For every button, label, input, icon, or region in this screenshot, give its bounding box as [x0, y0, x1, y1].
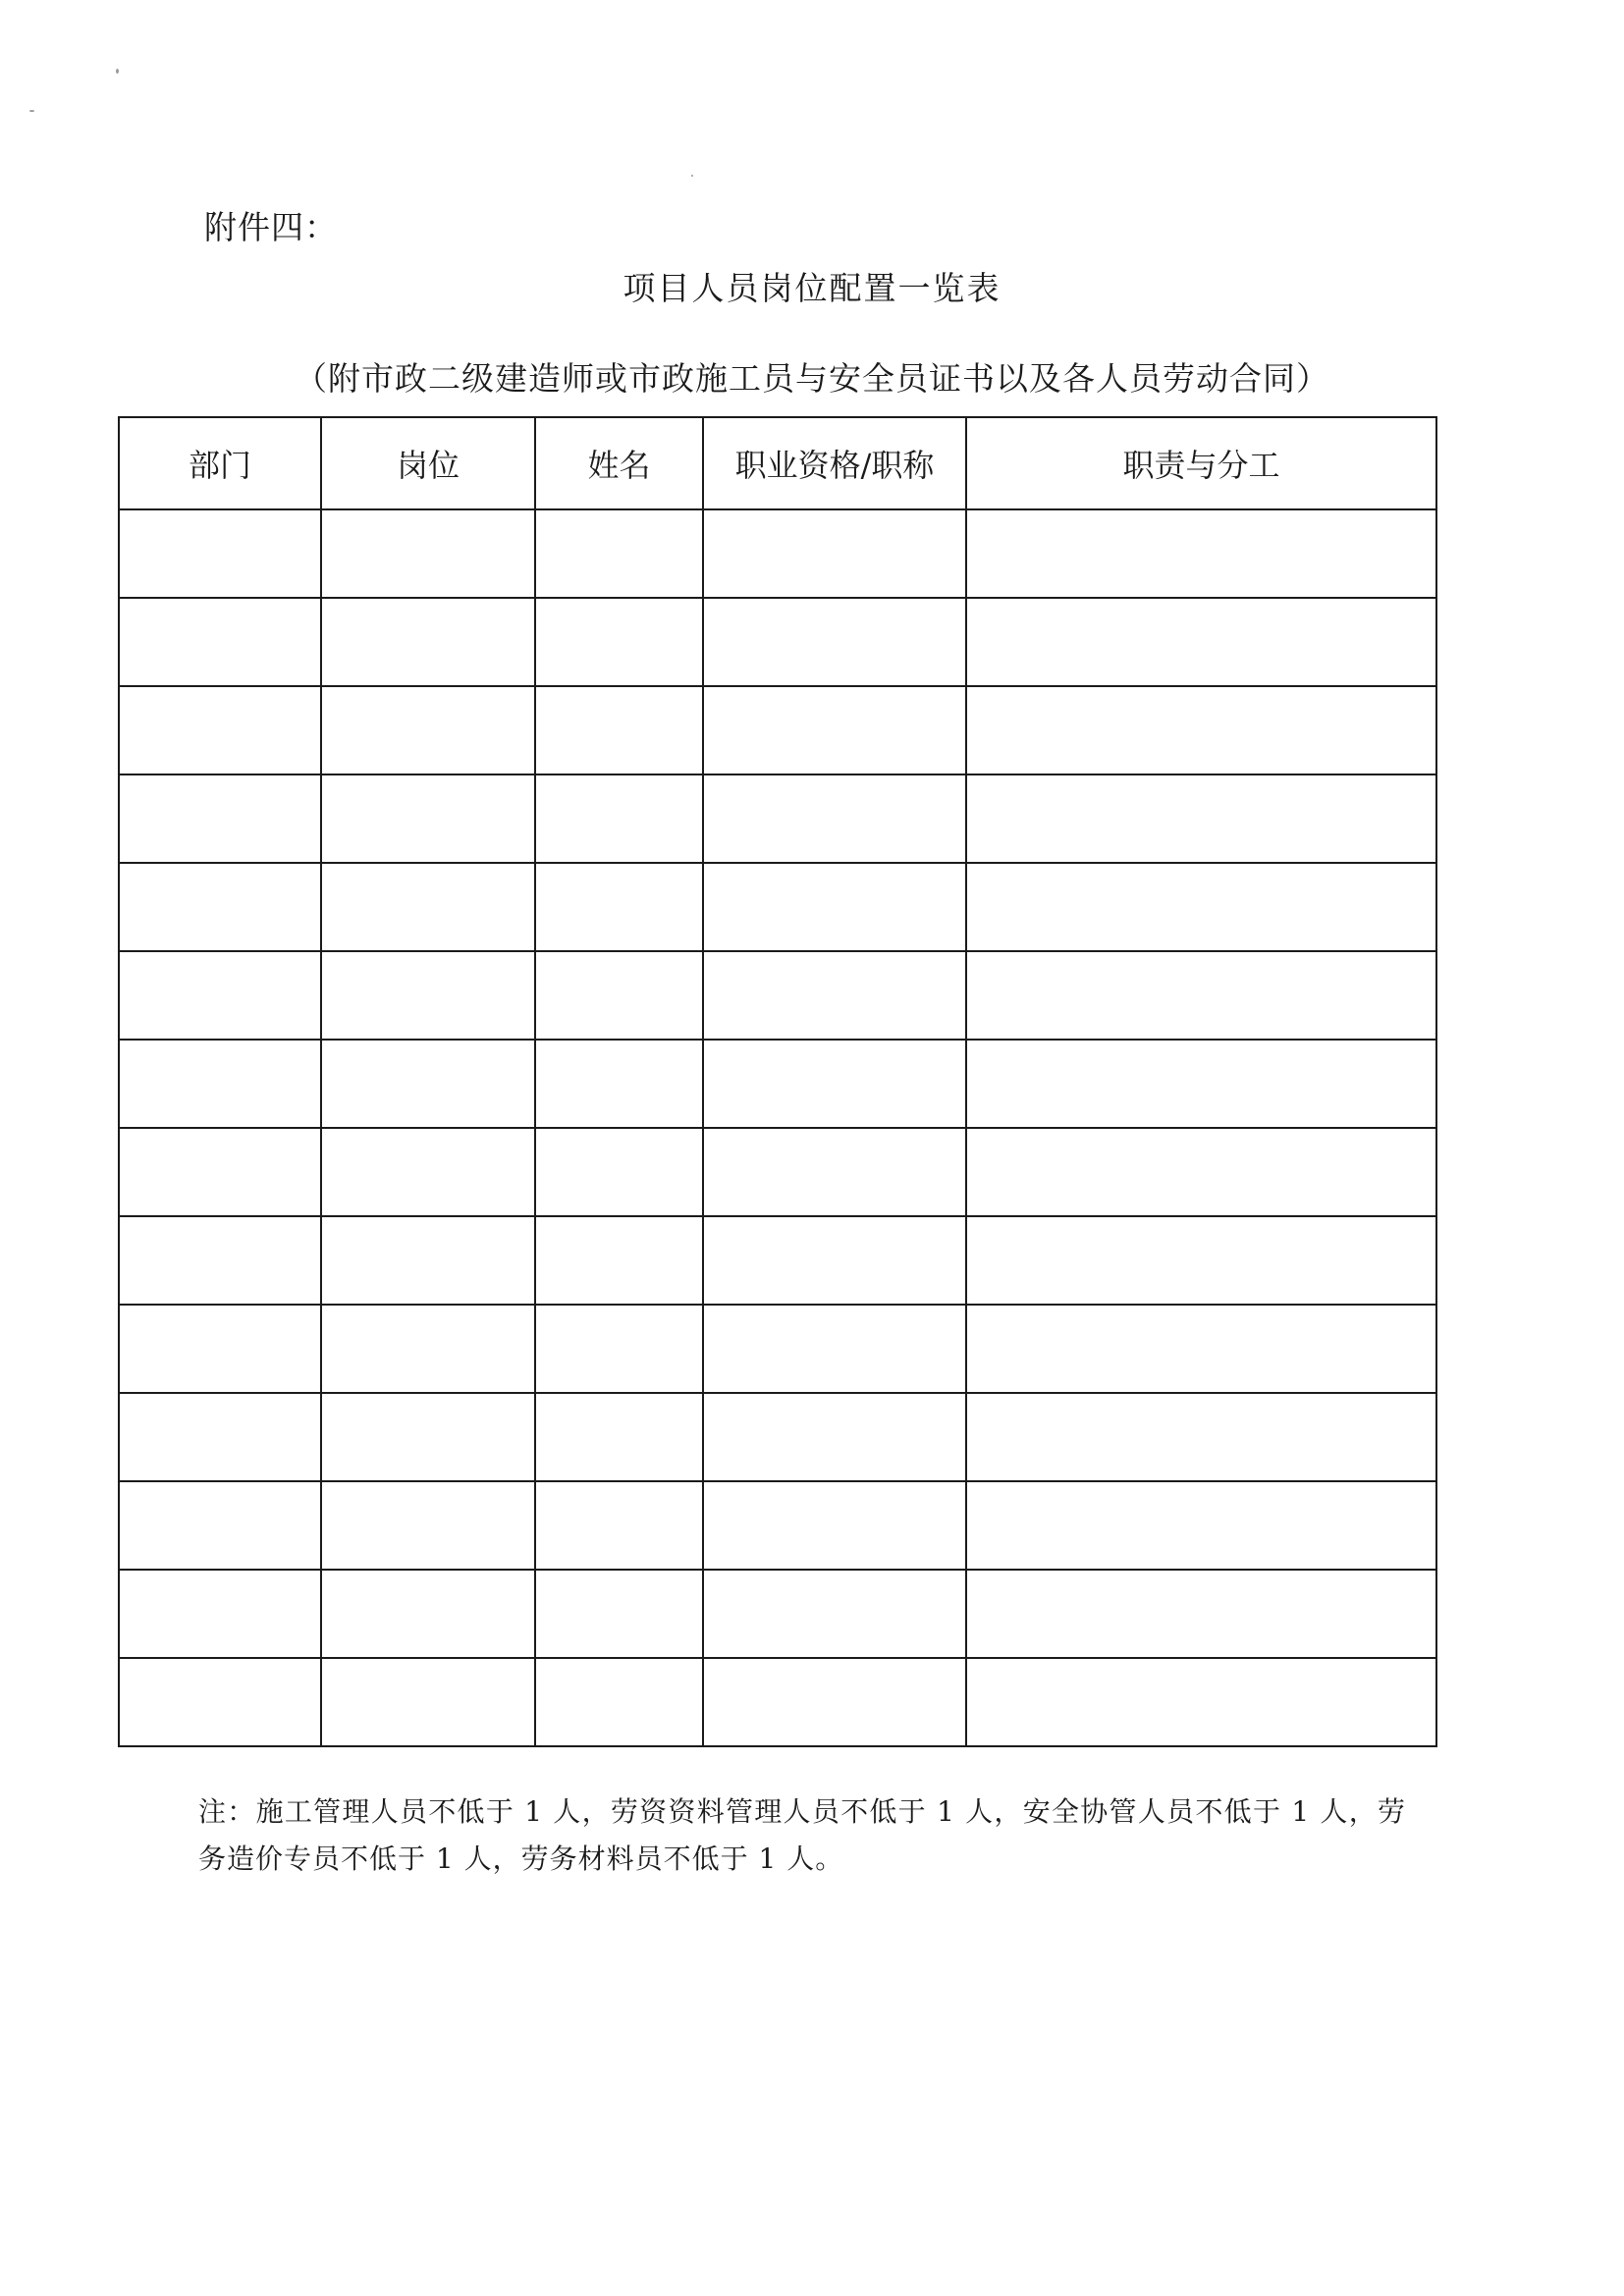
- cell-qualification: [703, 1393, 966, 1481]
- cell-duties: [966, 951, 1436, 1040]
- cell-position: [321, 686, 535, 774]
- cell-duties: [966, 1481, 1436, 1570]
- cell-name: [535, 1305, 703, 1393]
- header-duties: 职责与分工: [966, 417, 1436, 509]
- header-position: 岗位: [321, 417, 535, 509]
- cell-department: [119, 598, 321, 686]
- table-row: [119, 686, 1436, 774]
- cell-position: [321, 1305, 535, 1393]
- cell-duties: [966, 686, 1436, 774]
- header-name: 姓名: [535, 417, 703, 509]
- cell-duties: [966, 774, 1436, 863]
- footnote: 注：施工管理人员不低于 1 人，劳资资料管理人员不低于 1 人，安全协管人员不低于 1 人，劳务造价专员不低于 1 人，劳务材料员不低于 1 人。: [198, 1795, 1406, 1875]
- cell-duties: [966, 1216, 1436, 1305]
- table-row: [119, 1481, 1436, 1570]
- table-row: [119, 951, 1436, 1040]
- cell-position: [321, 1658, 535, 1746]
- cell-name: [535, 1393, 703, 1481]
- cell-position: [321, 774, 535, 863]
- cell-duties: [966, 1393, 1436, 1481]
- cell-department: [119, 1128, 321, 1216]
- cell-department: [119, 1040, 321, 1128]
- cell-qualification: [703, 1481, 966, 1570]
- cell-duties: [966, 598, 1436, 686]
- cell-department: [119, 1658, 321, 1746]
- cell-duties: [966, 1128, 1436, 1216]
- cell-position: [321, 598, 535, 686]
- header-qualification: 职业资格/职称: [703, 417, 966, 509]
- table-header-row: [119, 417, 1436, 509]
- cell-position: [321, 1393, 535, 1481]
- cell-position: [321, 1481, 535, 1570]
- cell-qualification: [703, 774, 966, 863]
- cell-position: [321, 1040, 535, 1128]
- cell-name: [535, 686, 703, 774]
- cell-name: [535, 1570, 703, 1658]
- attachment-label: 附件四：: [204, 208, 338, 246]
- cell-duties: [966, 1305, 1436, 1393]
- cell-name: [535, 951, 703, 1040]
- cell-name: [535, 1216, 703, 1305]
- cell-name: [535, 509, 703, 598]
- cell-name: [535, 598, 703, 686]
- cell-qualification: [703, 1305, 966, 1393]
- cell-department: [119, 1570, 321, 1658]
- document-title: 项目人员岗位配置一览表: [623, 269, 1001, 307]
- cell-department: [119, 951, 321, 1040]
- cell-position: [321, 1570, 535, 1658]
- table-row: [119, 1305, 1436, 1393]
- cell-duties: [966, 1658, 1436, 1746]
- cell-duties: [966, 1570, 1436, 1658]
- cell-name: [535, 863, 703, 951]
- table-row: [119, 774, 1436, 863]
- cell-qualification: [703, 1040, 966, 1128]
- cell-department: [119, 1216, 321, 1305]
- table-row: [119, 598, 1436, 686]
- cell-department: [119, 686, 321, 774]
- cell-position: [321, 1216, 535, 1305]
- cell-name: [535, 774, 703, 863]
- cell-department: [119, 774, 321, 863]
- cell-department: [119, 1305, 321, 1393]
- table-row: [119, 1216, 1436, 1305]
- scan-speck: [29, 110, 34, 112]
- cell-name: [535, 1658, 703, 1746]
- cell-position: [321, 951, 535, 1040]
- cell-department: [119, 863, 321, 951]
- table-body: [119, 509, 1436, 1746]
- table-row: [119, 1128, 1436, 1216]
- cell-department: [119, 1393, 321, 1481]
- cell-department: [119, 1481, 321, 1570]
- cell-duties: [966, 863, 1436, 951]
- cell-qualification: [703, 686, 966, 774]
- cell-position: [321, 509, 535, 598]
- cell-department: [119, 509, 321, 598]
- table-row: [119, 1040, 1436, 1128]
- cell-qualification: [703, 1658, 966, 1746]
- scan-speck: [116, 69, 119, 74]
- cell-qualification: [703, 598, 966, 686]
- header-department: 部门: [119, 417, 321, 509]
- cell-name: [535, 1128, 703, 1216]
- cell-qualification: [703, 1570, 966, 1658]
- table-row: [119, 509, 1436, 598]
- cell-qualification: [703, 1216, 966, 1305]
- table-row: [119, 1570, 1436, 1658]
- cell-name: [535, 1481, 703, 1570]
- table-row: [119, 863, 1436, 951]
- cell-position: [321, 863, 535, 951]
- cell-duties: [966, 509, 1436, 598]
- cell-name: [535, 1040, 703, 1128]
- cell-qualification: [703, 863, 966, 951]
- cell-qualification: [703, 1128, 966, 1216]
- cell-duties: [966, 1040, 1436, 1128]
- document-subtitle: （附市政二级建造师或市政施工员与安全员证书以及各人员劳动合同）: [295, 359, 1329, 398]
- table-row: [119, 1393, 1436, 1481]
- cell-position: [321, 1128, 535, 1216]
- cell-qualification: [703, 951, 966, 1040]
- cell-qualification: [703, 509, 966, 598]
- table-row: [119, 1658, 1436, 1746]
- scan-speck: [691, 175, 693, 177]
- staff-position-table: [118, 416, 1437, 1747]
